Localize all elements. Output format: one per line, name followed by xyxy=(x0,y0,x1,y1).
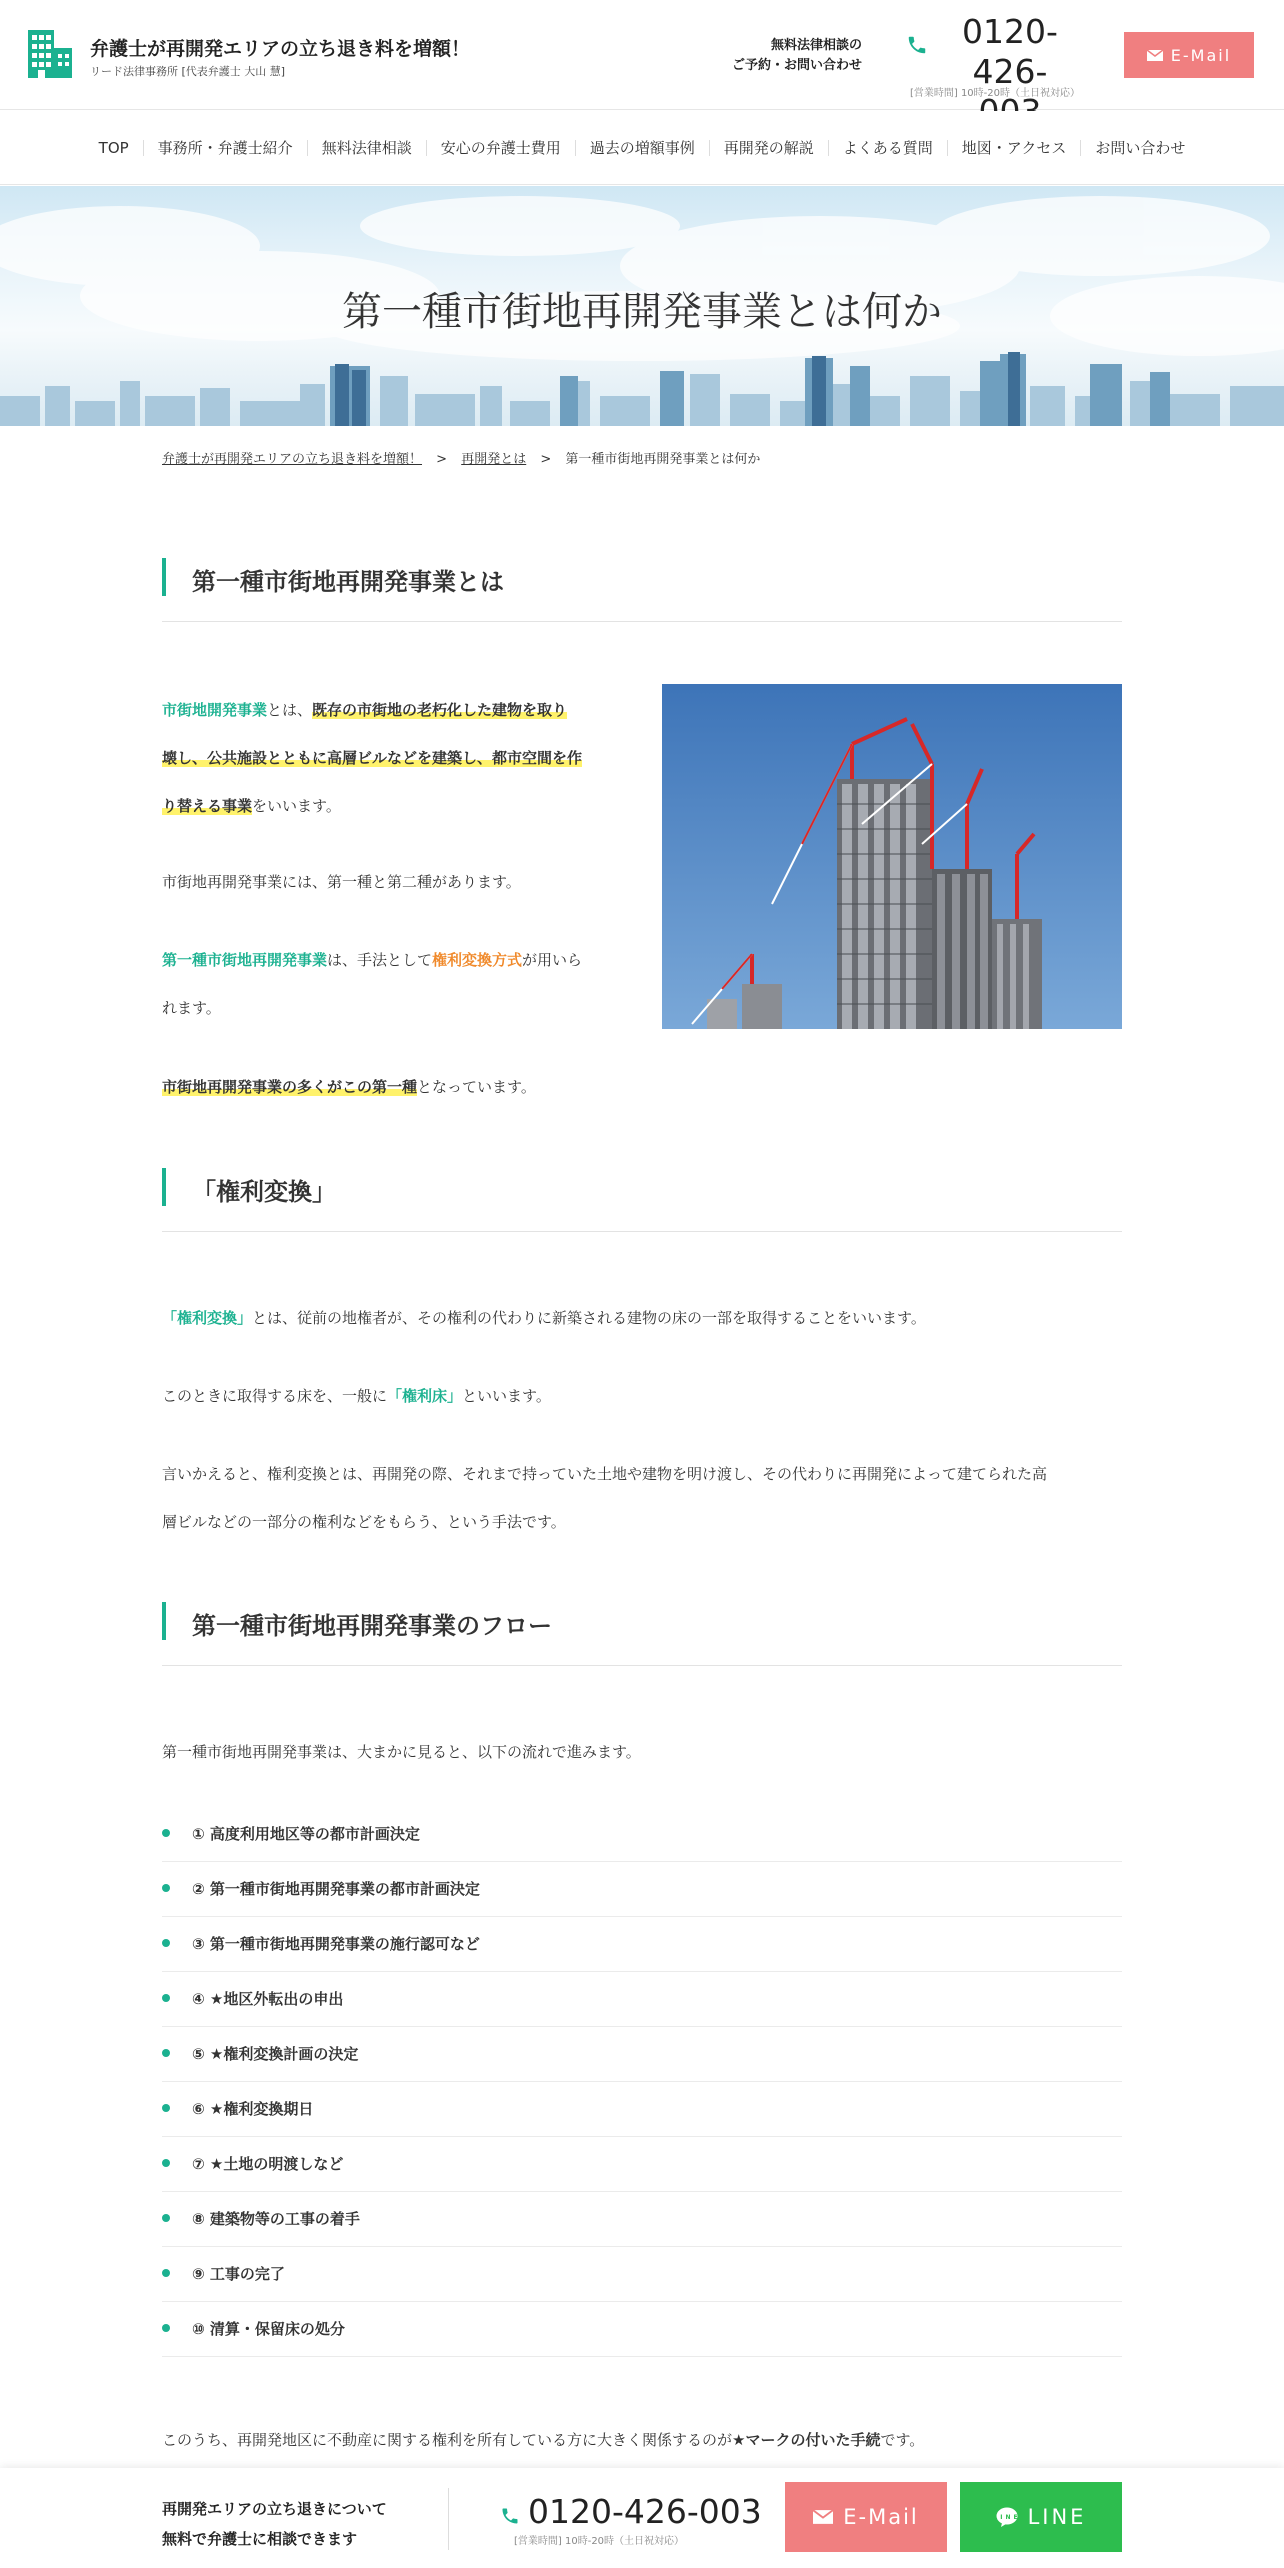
text: れます。 xyxy=(162,999,221,1017)
section-heading xyxy=(162,558,1122,622)
marker-highlight: 壊し、公共施設とともに高層ビルなどを建築し、都市空間を作 xyxy=(162,749,583,767)
list-item-label: ⑨ 工事の完了 xyxy=(192,2265,285,2283)
business-hours: [営業時間] 10時-20時（土日祝対応） xyxy=(909,88,1081,99)
paragraph xyxy=(162,1063,536,1111)
bullet-dot xyxy=(162,2269,170,2277)
text: 層ビルなどの一部分の権利などをもらう、という手法です。 xyxy=(162,1513,566,1531)
contact-label-line1: 無料法律相談の xyxy=(770,38,862,53)
line-button-label: LINE xyxy=(1027,2505,1087,2529)
term-highlight: 市街地開発事業 xyxy=(162,701,268,719)
fixed-contact-bar xyxy=(0,2468,1284,2568)
bullet-dot xyxy=(162,1994,170,2002)
list-item xyxy=(162,2302,1122,2357)
section-heading-text: 第一種市街地再開発事業のフロー xyxy=(192,1612,552,1640)
paragraph xyxy=(162,1294,1122,1342)
breadcrumb-home-link[interactable]: 弁護士が再開発エリアの立ち退き料を増額！ xyxy=(162,452,423,467)
phone-icon xyxy=(500,2506,520,2526)
bullet-dot xyxy=(162,2049,170,2057)
list-item xyxy=(162,2247,1122,2302)
nav-item-office[interactable]: 事務所・弁護士紹介 xyxy=(143,140,307,156)
list-item-label: ① 高度利用地区等の都市計画決定 xyxy=(192,1825,420,1843)
bullet-dot xyxy=(162,1884,170,1892)
hero-skyline xyxy=(0,346,1284,426)
list-item-label: ⑤ ★権利変換計画の決定 xyxy=(192,2045,359,2063)
contact-label-line2: ご予約・お問い合わせ xyxy=(731,58,862,73)
bold-text: ★マークの付いた手続 xyxy=(732,2431,881,2449)
breadcrumb-separator: > xyxy=(540,452,552,467)
text: 言いかえると、権利変換とは、再開発の際、それまで持っていた土地や建物を明け渡し、その代わりに再開発によって建てられた高 xyxy=(162,1465,1048,1483)
text: は、手法として xyxy=(327,951,433,969)
divider xyxy=(448,2488,449,2550)
list-item xyxy=(162,2027,1122,2082)
contact-bar-line-button[interactable] xyxy=(960,2482,1122,2552)
nav-item-top[interactable]: TOP xyxy=(98,138,129,157)
nav-item-faq[interactable]: よくある質問 xyxy=(828,140,947,156)
list-item-label: ④ ★地区外転出の申出 xyxy=(192,1990,344,2008)
email-button[interactable] xyxy=(1124,32,1254,78)
email-button-label: E-Mail xyxy=(1170,45,1232,65)
list-item xyxy=(162,1862,1122,1917)
contact-bar-hours: [営業時間] 10時-20時（土日祝対応） xyxy=(514,2536,685,2547)
list-item xyxy=(162,2082,1122,2137)
section-heading-text: 「権利変換」 xyxy=(192,1178,336,1206)
text: このときに取得する床を、一般に xyxy=(162,1387,388,1405)
term-highlight: 第一種市街地再開発事業 xyxy=(162,951,328,969)
heading-accent-bar xyxy=(162,1602,166,1640)
list-item xyxy=(162,1917,1122,1972)
nav-item-contact[interactable]: お問い合わせ xyxy=(1080,140,1199,156)
hero-banner xyxy=(0,186,1284,426)
section-heading xyxy=(162,1602,1122,1666)
contact-bar-line2: 無料で弁護士に相談できます xyxy=(162,2530,358,2548)
text: をいいます。 xyxy=(252,797,341,815)
nav-item-fees[interactable]: 安心の弁護士費用 xyxy=(426,140,575,156)
contact-bar-line1: 再開発エリアの立ち退きについて xyxy=(162,2500,387,2518)
construction-cranes-photo xyxy=(662,684,1122,1029)
contact-label xyxy=(700,36,862,76)
term-highlight: 「権利床」 xyxy=(387,1387,463,1405)
site-subtitle: リード法律事務所 [代表弁護士 大山 慧] xyxy=(90,65,286,78)
paragraph: 市街地再開発事業には、第一種と第二種があります。 xyxy=(162,873,521,891)
paragraph xyxy=(162,686,632,830)
global-nav xyxy=(0,111,1284,185)
phone-line1: 0120-426- xyxy=(962,12,1058,91)
list-item-label: ⑥ ★権利変換期日 xyxy=(192,2100,314,2118)
contact-bar-phone-number[interactable]: 0120-426-003 xyxy=(528,2492,762,2531)
term-orange: 権利変換方式 xyxy=(432,951,523,969)
breadcrumb xyxy=(162,448,760,467)
building-logo-icon[interactable] xyxy=(28,30,72,78)
bullet-dot xyxy=(162,2214,170,2222)
site-title[interactable]: 弁護士が再開発エリアの立ち退き料を増額！ xyxy=(90,38,471,60)
bullet-dot xyxy=(162,2159,170,2167)
breadcrumb-parent-link[interactable]: 再開発とは xyxy=(461,452,527,467)
site-header xyxy=(0,0,1284,110)
text: とは、 xyxy=(267,701,313,719)
paragraph xyxy=(162,1450,1122,1546)
contact-bar-email-button[interactable] xyxy=(785,2482,947,2552)
line-icon xyxy=(992,2507,1021,2527)
list-item xyxy=(162,1972,1122,2027)
text: です。 xyxy=(880,2431,925,2449)
list-item xyxy=(162,2192,1122,2247)
list-item-label: ⑦ ★土地の明渡しなど xyxy=(192,2155,344,2173)
bullet-dot xyxy=(162,2324,170,2332)
bullet-dot xyxy=(162,1939,170,1947)
mail-icon xyxy=(813,2510,833,2524)
list-item-label: ⑧ 建築物等の工事の着手 xyxy=(192,2210,360,2228)
term-highlight: 「権利変換」 xyxy=(162,1309,253,1327)
section-heading-text: 第一種市街地再開発事業とは xyxy=(192,568,504,596)
phone-icon xyxy=(906,34,928,56)
list-item xyxy=(162,2137,1122,2192)
paragraph xyxy=(162,2416,1122,2464)
text: となっています。 xyxy=(417,1078,536,1096)
nav-item-redevelopment[interactable]: 再開発の解説 xyxy=(709,140,828,156)
text: このうち、再開発地区に不動産に関する権利を所有している方に大きく関係するのが xyxy=(162,2431,733,2449)
svg-text:LINE: LINE xyxy=(992,2514,1021,2521)
paragraph xyxy=(162,1372,551,1420)
email-button-label: E-Mail xyxy=(843,2505,919,2529)
nav-item-access[interactable]: 地図・アクセス xyxy=(947,140,1081,156)
paragraph: 第一種市街地再開発事業は、大まかに見ると、以下の流れで進みます。 xyxy=(162,1743,641,1761)
breadcrumb-current: 第一種市街地再開発事業とは何か xyxy=(565,452,761,467)
marker-highlight: 市街地再開発事業の多くがこの第一種 xyxy=(162,1078,418,1096)
marker-highlight: 既存の市街地の老朽化した建物を取り xyxy=(312,701,568,719)
list-item-label: ⑩ 清算・保留床の処分 xyxy=(192,2320,345,2338)
section-heading xyxy=(162,1168,1122,1232)
text: とは、従前の地権者が、その権利の代わりに新築される建物の床の一部を取得することをいいます。 xyxy=(252,1309,926,1327)
breadcrumb-separator: > xyxy=(436,452,448,467)
text: が用いら xyxy=(522,951,583,969)
bullet-dot xyxy=(162,1829,170,1837)
page-title: 第一種市街地再開発事業とは何か xyxy=(342,289,942,335)
paragraph xyxy=(162,936,632,1032)
list-item xyxy=(162,1807,1122,1862)
bullet-dot xyxy=(162,2104,170,2112)
contact-bar-text xyxy=(162,2494,387,2554)
mail-icon xyxy=(1147,50,1163,61)
nav-item-cases[interactable]: 過去の増額事例 xyxy=(575,140,709,156)
list-item-label: ② 第一種市街地再開発事業の都市計画決定 xyxy=(192,1880,480,1898)
heading-accent-bar xyxy=(162,558,166,596)
nav-item-consultation[interactable]: 無料法律相談 xyxy=(307,140,426,156)
marker-highlight: り替える事業 xyxy=(162,797,253,815)
heading-accent-bar xyxy=(162,1168,166,1206)
list-item-label: ③ 第一種市街地再開発事業の施行認可など xyxy=(192,1935,480,1953)
text: といいます。 xyxy=(462,1387,551,1405)
flow-list xyxy=(162,1807,1122,2357)
